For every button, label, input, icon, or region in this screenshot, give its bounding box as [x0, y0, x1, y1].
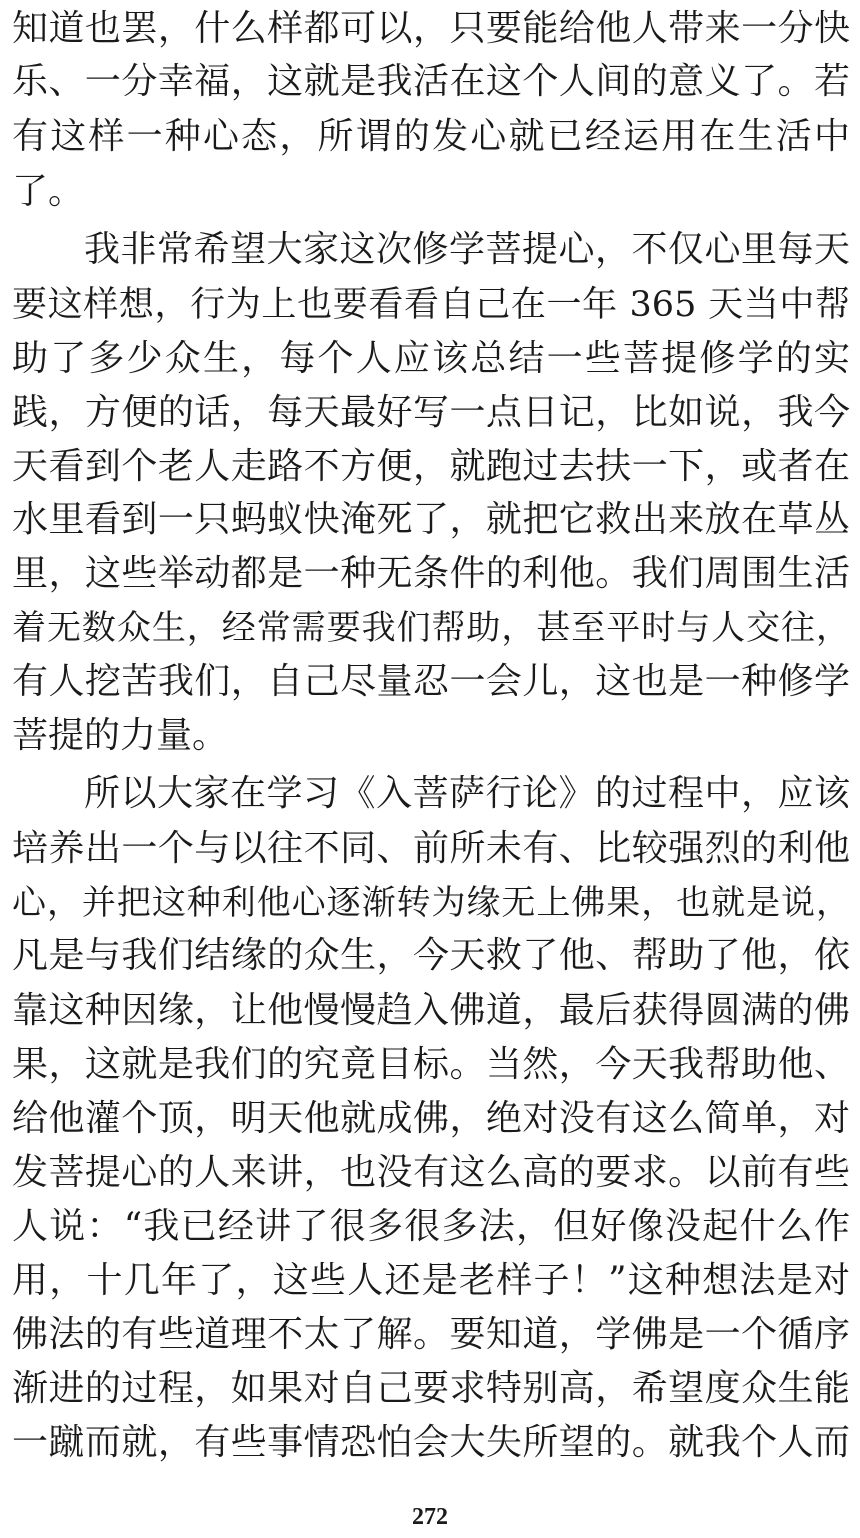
- paragraph-first-line: 我非常希望大家这次修学菩提心，不仅心里每天: [84, 229, 850, 270]
- text-line: 心，并把这种利他心逐渐转为缘无上佛果，也就是说，: [12, 883, 850, 923]
- text-line: 里，这些举动都是一种无条件的利他。我们周围生活: [12, 553, 850, 594]
- text-line: 佛法的有些道理不太了解。要知道，学佛是一个循序: [12, 1314, 850, 1355]
- text-line: 有人挖苦我们，自己尽量忍一会儿，这也是一种修学: [12, 661, 850, 702]
- text-line: 果，这就是我们的究竟目标。当然，今天我帮助他、: [12, 1044, 850, 1085]
- text-line: 了。: [12, 171, 85, 212]
- text-line: 人说：“我已经讲了很多很多法，但好像没起什么作: [12, 1206, 850, 1247]
- text-line: 助了多少众生，每个人应该总结一些菩提修学的实: [12, 338, 850, 379]
- text-line: 天看到个老人走路不方便，就跑过去扶一下，或者在: [12, 446, 850, 487]
- text-line: 菩提的力量。: [12, 715, 229, 756]
- text-line: 给他灌个顶，明天他就成佛，绝对没有这么简单，对: [12, 1098, 850, 1139]
- text-line: 有这样一种心态，所谓的发心就已经运用在生活中: [12, 116, 850, 157]
- text-line: 培养出一个与以往不同、前所未有、比较强烈的利他: [12, 828, 850, 869]
- paragraph-first-line: 所以大家在学习《入菩萨行论》的过程中，应该: [84, 773, 850, 814]
- text-line: 水里看到一只蚂蚁快淹死了，就把它救出来放在草丛: [12, 499, 850, 540]
- text-line: 知道也罢，什么样都可以，只要能给他人带来一分快: [12, 8, 850, 49]
- text-line: 乐、一分幸福，这就是我活在这个人间的意义了。若: [12, 61, 850, 102]
- page-number: 272: [412, 1504, 448, 1530]
- text-line: 凡是与我们结缘的众生，今天救了他、帮助了他，依: [12, 935, 850, 976]
- text-line: 要这样想，行为上也要看看自己在一年 365 天当中帮: [12, 285, 850, 325]
- text-line: 用，十几年了，这些人还是老样子！”这种想法是对: [12, 1260, 850, 1301]
- text-line: 着无数众生，经常需要我们帮助，甚至平时与人交往，: [12, 608, 850, 648]
- text-line: 一蹴而就，有些事情恐怕会大失所望的。就我个人而: [12, 1422, 850, 1463]
- text-line: 发菩提心的人来讲，也没有这么高的要求。以前有些: [12, 1152, 850, 1193]
- text-line: 靠这种因缘，让他慢慢趋入佛道，最后获得圆满的佛: [12, 990, 850, 1031]
- text-line: 践，方便的话，每天最好写一点日记，比如说，我今: [12, 392, 850, 433]
- text-line: 渐进的过程，如果对自己要求特别高，希望度众生能: [12, 1368, 850, 1409]
